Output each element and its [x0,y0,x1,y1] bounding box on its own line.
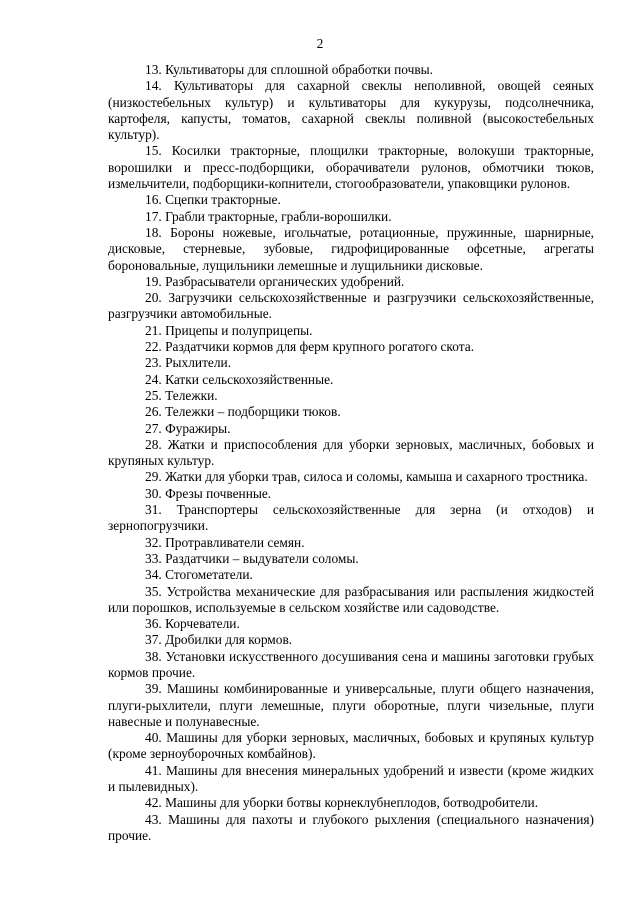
list-item: 26. Тележки – подборщики тюков. [145,404,341,420]
list-item: 18. Бороны ножевые, игольчатые, ротационные, пружинные, шарнирные, дисковые, стерневые, зубовые, гидрофицированные офсетные, агрегаты бороновальные, лущильники лемешные и лущильники дисковые. [108,224,594,273]
list-item: 35. Устройства механические для разбрасывания или распыления жидкостей или порошков, используемые в сельском хозяйстве или садоводстве. [108,583,594,615]
list-item: 21. Прицепы и полуприцепы. [145,322,313,338]
list-item: 41. Машины для внесения минеральных удобрений и извести (кроме жидких и пылевидных). [108,762,594,795]
list-item: 20. Загрузчики сельскохозяйственные и разгрузчики сельскохозяйственные, разгрузчики автомобильные. [108,290,594,322]
list-content [108,62,594,844]
list-item: 25. Тележки. [145,387,218,403]
list-item: 23. Рыхлители. [145,355,232,371]
list-item: 39. Машины комбинированные и универсальные, плуги общего назначения, плуги-рыхлители, плуги лемешные, плуги оборотные, плуги чизельные, плуги навесные и полунавесные. [108,681,594,729]
list-item: 22. Раздатчики кормов для ферм крупного рогатого скота. [145,339,475,355]
list-item: 36. Корчеватели. [145,616,240,632]
list-item: 33. Раздатчики – выдуватели соломы. [145,550,359,566]
list-item: 37. Дробилки для кормов. [145,632,293,648]
list-item: 29. Жатки для уборки трав, силоса и соломы, камыша и сахарного тростника. [145,469,588,485]
list-item: 32. Протравливатели семян. [145,534,305,550]
list-item: 28. Жатки и приспособления для уборки зерновых, масличных, бобовых и крупяных культур. [108,436,594,469]
list-item: 16. Сцепки тракторные. [145,192,281,208]
list-item: 17. Грабли тракторные, грабли-ворошилки. [145,208,392,224]
list-item: 19. Разбрасыватели органических удобрений. [145,273,405,289]
list-item: 42. Машины для уборки ботвы корнеклубнеплодов, ботводробители. [145,795,539,811]
list-item: 40. Машины для уборки зерновых, масличных, бобовых и крупяных культур (кроме зерноуборочных комбайнов). [108,730,594,762]
list-item: 34. Стогометатели. [145,567,253,583]
list-item: 31. Транспортеры сельскохозяйственные для зерна (и отходов) и зернопогрузчики. [108,502,594,534]
list-item: 30. Фрезы почвенные. [145,485,272,501]
page-number: 2 [316,36,324,51]
list-item: 14. Культиваторы для сахарной свеклы неполивной, овощей сеяных (низкостебельных культур) и культиваторы для кукурузы, подсолнечника, картофеля, капусты, томатов, сахарной свеклы поливной (высокостебельных культур). [108,78,594,143]
list-item: 13. Культиваторы для сплошной обработки почвы. [145,62,434,77]
list-item: 38. Установки искусственного досушивания сена и машины заготовки грубых кормов прочие. [108,648,594,680]
list-item: 15. Косилки тракторные, площилки тракторные, волокуши тракторные, ворошилки и пресс-подборщики, оборачиватели рулонов, обмотчики тюков, измельчители, подборщики-копнители, стогообразователи, упаковщики рулонов. [108,143,594,192]
list-item: 43. Машины для пахоты и глубокого рыхления (специального назначения) прочие. [108,811,594,843]
list-item: 27. Фуражиры. [145,420,231,436]
list-item: 24. Катки сельскохозяйственные. [145,371,334,387]
